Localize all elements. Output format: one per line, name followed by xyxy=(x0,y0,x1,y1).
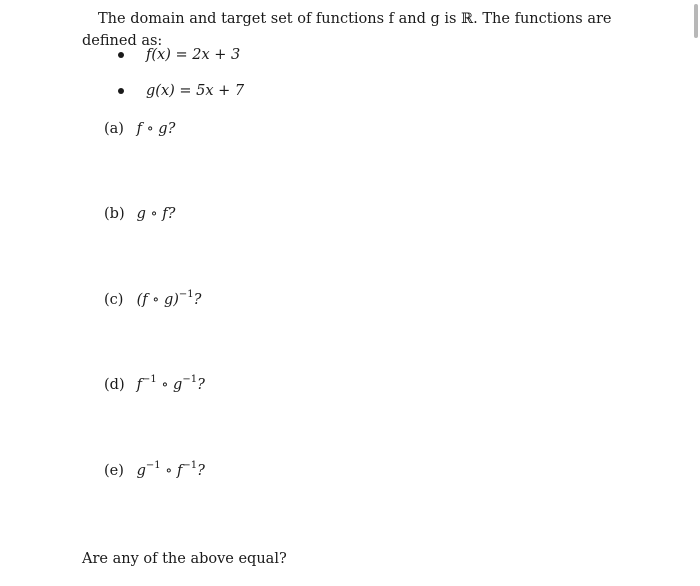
question-mark: ? xyxy=(197,377,205,393)
question-a xyxy=(104,118,175,140)
definition-rhs: 5x + 7 xyxy=(196,83,245,99)
bullet-icon xyxy=(118,88,124,94)
question-b xyxy=(104,203,175,225)
question-mark: ? xyxy=(167,121,176,137)
question-label: (c) xyxy=(104,292,124,308)
question-label: (d) xyxy=(104,377,125,393)
scrollbar-thumb[interactable] xyxy=(694,4,698,38)
question-expr: (f ∘ g) xyxy=(136,292,179,308)
question-e xyxy=(104,460,205,482)
inverse-exponent: −1 xyxy=(178,289,194,301)
question-d xyxy=(104,374,205,396)
inverse-exponent: −1 xyxy=(141,374,157,386)
vertical-scrollbar[interactable] xyxy=(693,0,700,586)
question-c xyxy=(104,289,201,311)
inverse-exponent: −1 xyxy=(145,460,161,472)
question-label: (b) xyxy=(104,206,125,222)
definition-item-g xyxy=(118,80,244,116)
question-expr: g ∘ f xyxy=(136,206,168,222)
definition-lhs: g(x) = xyxy=(146,83,197,99)
inverse-exponent: −1 xyxy=(182,374,198,386)
question-mark: ? xyxy=(167,206,176,222)
question-mark: ? xyxy=(197,463,205,479)
question-expr: ∘ g xyxy=(156,377,183,393)
question-expr: f ∘ g xyxy=(136,121,168,137)
question-expr: f xyxy=(136,377,142,393)
question-mark: ? xyxy=(193,292,202,308)
question-expr: ∘ f xyxy=(160,463,183,479)
definition-rhs: 2x + 3 xyxy=(192,47,241,63)
question-label: (e) xyxy=(104,463,124,479)
definition-lhs: f(x) = xyxy=(146,47,193,63)
question-label: (a) xyxy=(104,121,124,137)
function-definitions xyxy=(118,44,244,116)
definition-item-f xyxy=(118,44,244,80)
question-expr: g xyxy=(136,463,146,479)
bullet-icon xyxy=(118,52,124,58)
inverse-exponent: −1 xyxy=(182,460,198,472)
intro-paragraph: The domain and target set of functions f and g is ℝ. The functions are defined as: xyxy=(82,11,612,49)
closing-question: Are any of the above equal? xyxy=(82,551,287,567)
